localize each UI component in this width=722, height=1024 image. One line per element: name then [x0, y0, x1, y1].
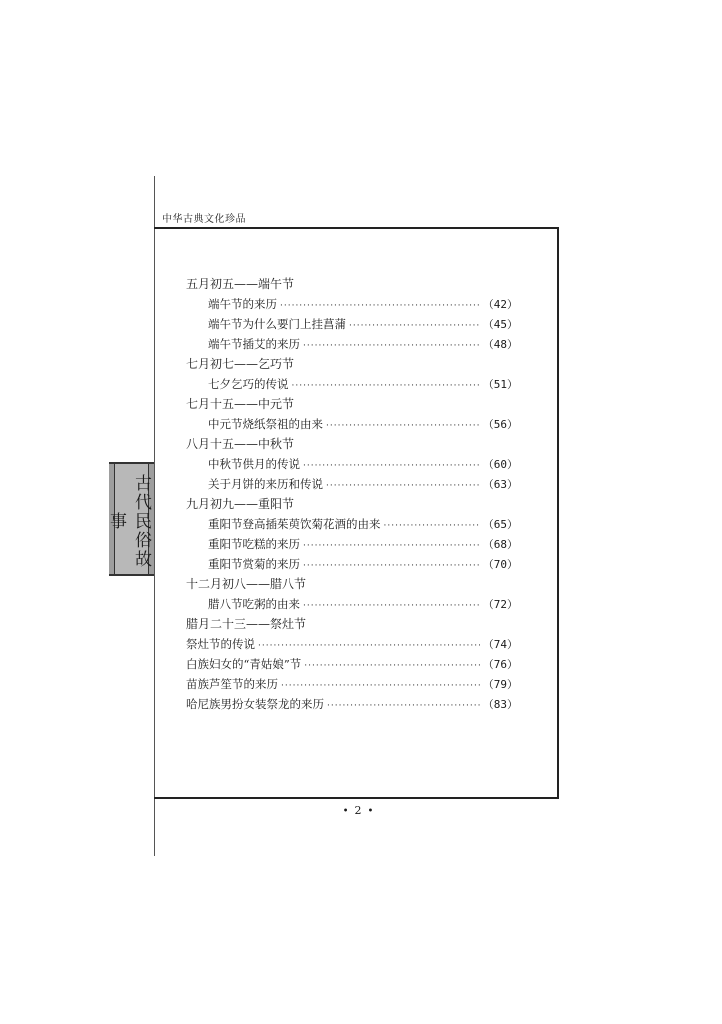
- toc-section: [186, 394, 518, 434]
- toc-section: [186, 614, 518, 714]
- entry-label: 关于月饼的来历和传说: [208, 477, 323, 491]
- dot-leader: [327, 696, 480, 716]
- page-number: 2: [354, 804, 368, 817]
- section-title: 九月初九——重阳节: [186, 497, 295, 511]
- entry-label: 哈尼族男扮女装祭龙的来历: [186, 697, 324, 711]
- toc-entry[interactable]: [186, 594, 518, 614]
- toc-section: [186, 274, 518, 354]
- entry-page-number: （76）: [482, 658, 518, 671]
- dot-leader: [303, 596, 480, 616]
- entry-page-number: （68）: [482, 538, 518, 551]
- entry-label: 端午节为什么要门上挂菖蒲: [208, 317, 346, 331]
- dot-leader: [303, 536, 480, 556]
- dot-leader: [280, 296, 480, 316]
- entry-page-number: （79）: [482, 678, 518, 691]
- side-tab-label: 古代民俗故事: [106, 473, 151, 569]
- dot-leader: [281, 676, 480, 696]
- toc-entry[interactable]: [186, 534, 518, 554]
- dot-leader: [292, 376, 480, 396]
- entry-page-number: （63）: [482, 478, 518, 491]
- entry-label: 白族妇女的“青姑娘”节: [186, 657, 302, 671]
- toc-section: [186, 574, 518, 614]
- side-tab: [106, 462, 154, 576]
- entry-page-number: （65）: [482, 518, 518, 531]
- bullet-icon: •: [342, 806, 355, 817]
- toc-entry[interactable]: [186, 554, 518, 574]
- section-title: 腊月二十三——祭灶节: [186, 617, 307, 631]
- entry-page-number: （45）: [482, 318, 518, 331]
- dot-leader: [326, 416, 480, 436]
- entry-label: 重阳节赏菊的来历: [208, 557, 300, 571]
- page-number-footer: [0, 804, 722, 817]
- toc-entry[interactable]: [186, 314, 518, 334]
- table-of-contents: [186, 274, 518, 714]
- toc-entry[interactable]: [186, 694, 518, 714]
- entry-page-number: （72）: [482, 598, 518, 611]
- section-title: 十二月初八——腊八节: [186, 577, 307, 591]
- toc-entry[interactable]: [186, 514, 518, 534]
- dot-leader: [258, 636, 480, 656]
- dot-leader: [303, 556, 480, 576]
- toc-entry[interactable]: [186, 634, 518, 654]
- entry-page-number: （56）: [482, 418, 518, 431]
- toc-entry[interactable]: [186, 654, 518, 674]
- toc-section: [186, 494, 518, 574]
- section-title: 五月初五——端午节: [186, 277, 295, 291]
- dot-leader: [303, 336, 480, 356]
- entry-label: 七夕乞巧的传说: [208, 377, 289, 391]
- entry-page-number: （51）: [482, 378, 518, 391]
- toc-entry[interactable]: [186, 454, 518, 474]
- series-title: 中华古典文化珍品: [162, 214, 246, 225]
- dot-leader: [349, 316, 480, 336]
- toc-entry[interactable]: [186, 414, 518, 434]
- dot-leader: [384, 516, 480, 536]
- entry-page-number: （70）: [482, 558, 518, 571]
- toc-entry[interactable]: [186, 374, 518, 394]
- section-title: 七月十五——中元节: [186, 397, 295, 411]
- entry-label: 重阳节登高插茱萸饮菊花酒的由来: [208, 517, 381, 531]
- entry-label: 苗族芦笙节的来历: [186, 677, 278, 691]
- entry-label: 中元节烧纸祭祖的由来: [208, 417, 323, 431]
- section-title: 八月十五——中秋节: [186, 437, 295, 451]
- section-title: 七月初七——乞巧节: [186, 357, 295, 371]
- toc-entry[interactable]: [186, 674, 518, 694]
- dot-leader: [304, 656, 479, 676]
- toc-entry[interactable]: [186, 334, 518, 354]
- entry-label: 端午节插艾的来历: [208, 337, 300, 351]
- entry-label: 端午节的来历: [208, 297, 277, 311]
- entry-label: 祭灶节的传说: [186, 637, 255, 651]
- entry-label: 重阳节吃糕的来历: [208, 537, 300, 551]
- toc-section: [186, 354, 518, 394]
- entry-page-number: （60）: [482, 458, 518, 471]
- entry-label: 中秋节供月的传说: [208, 457, 300, 471]
- entry-page-number: （42）: [482, 298, 518, 311]
- dot-leader: [303, 456, 480, 476]
- entry-page-number: （48）: [482, 338, 518, 351]
- dot-leader: [326, 476, 480, 496]
- toc-entry[interactable]: [186, 474, 518, 494]
- toc-entry[interactable]: [186, 294, 518, 314]
- bullet-icon: •: [367, 806, 380, 817]
- entry-page-number: （83）: [482, 698, 518, 711]
- toc-section: [186, 434, 518, 494]
- entry-label: 腊八节吃粥的由来: [208, 597, 300, 611]
- entry-page-number: （74）: [482, 638, 518, 651]
